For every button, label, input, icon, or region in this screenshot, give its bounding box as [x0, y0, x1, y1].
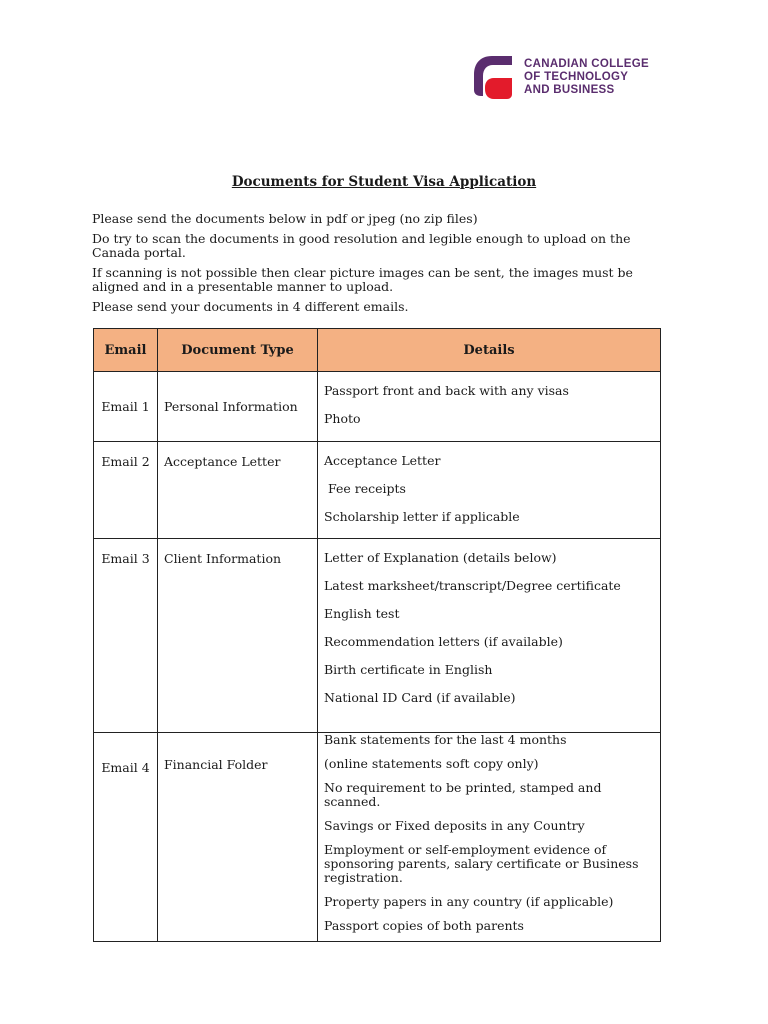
detail-item: National ID Card (if available) — [324, 690, 516, 705]
intro-paragraph: If scanning is not possible then clear picture images can be sent, the images must be aligned and in a presentable manner to upload. — [92, 265, 633, 294]
email-cell — [94, 539, 158, 733]
detail-item: Photo — [324, 411, 361, 426]
college-name — [524, 58, 649, 97]
details-cell — [318, 733, 661, 942]
detail-item: Savings or Fixed deposits in any Country — [324, 818, 585, 833]
college-name-line: CANADIAN COLLEGE — [524, 57, 649, 70]
detail-item: English test — [324, 606, 400, 621]
document-type-label: Acceptance Letter — [164, 454, 281, 469]
table-row — [94, 733, 661, 942]
intro-paragraph: Please send your documents in 4 different emails. — [92, 299, 409, 314]
detail-item: Bank statements for the last 4 months — [324, 732, 567, 747]
email-cell — [94, 372, 158, 442]
table-row — [94, 442, 661, 539]
detail-item: Employment or self-employment evidence of sponsoring parents, salary certificate or Business registration. — [324, 842, 643, 885]
header-email: Email — [94, 329, 158, 372]
document-type-label: Financial Folder — [164, 757, 268, 772]
header-details: Details — [318, 329, 661, 372]
college-name-line: OF TECHNOLOGY — [524, 70, 629, 83]
college-logo — [472, 54, 649, 100]
email-label: Email 4 — [101, 760, 150, 775]
details-cell — [318, 442, 661, 539]
email-cell — [94, 733, 158, 942]
table-row — [94, 372, 661, 442]
detail-item: Letter of Explanation (details below) — [324, 550, 557, 565]
detail-item: Latest marksheet/transcript/Degree certificate — [324, 578, 621, 593]
detail-item: Birth certificate in English — [324, 662, 493, 677]
detail-item: Passport front and back with any visas — [324, 383, 569, 398]
header-document-type: Document Type — [158, 329, 318, 372]
table-row — [94, 539, 661, 733]
detail-item: Acceptance Letter — [324, 453, 441, 468]
detail-item: Property papers in any country (if applicable) — [324, 894, 614, 909]
email-cell — [94, 442, 158, 539]
document-type-cell — [158, 733, 318, 942]
document-type-cell — [158, 372, 318, 442]
details-cell — [318, 539, 661, 733]
college-logo-icon — [472, 54, 514, 100]
document-type-label: Client Information — [164, 551, 282, 566]
detail-item: No requirement to be printed, stamped and scanned. — [324, 780, 606, 809]
document-type-label: Personal Information — [164, 399, 298, 414]
college-name-line: AND BUSINESS — [524, 83, 615, 96]
email-label: Email 1 — [101, 399, 150, 414]
email-label: Email 2 — [101, 454, 150, 469]
table-header-row — [94, 329, 661, 372]
document-type-cell — [158, 539, 318, 733]
document-title: Documents for Student Visa Application — [231, 174, 537, 190]
email-label: Email 3 — [101, 551, 150, 566]
intro-paragraph: Do try to scan the documents in good resolution and legible enough to upload on the Canada portal. — [92, 231, 631, 260]
detail-item: Scholarship letter if applicable — [324, 509, 520, 524]
documents-table — [93, 328, 661, 942]
detail-item: Recommendation letters (if available) — [324, 634, 563, 649]
document-type-cell — [158, 442, 318, 539]
intro-paragraph: Please send the documents below in pdf or jpeg (no zip files) — [92, 211, 478, 226]
details-cell — [318, 372, 661, 442]
detail-item: Passport copies of both parents — [324, 918, 524, 933]
intro-text — [92, 212, 682, 320]
detail-item: (online statements soft copy only) — [324, 756, 539, 771]
detail-item: Fee receipts — [324, 481, 406, 496]
